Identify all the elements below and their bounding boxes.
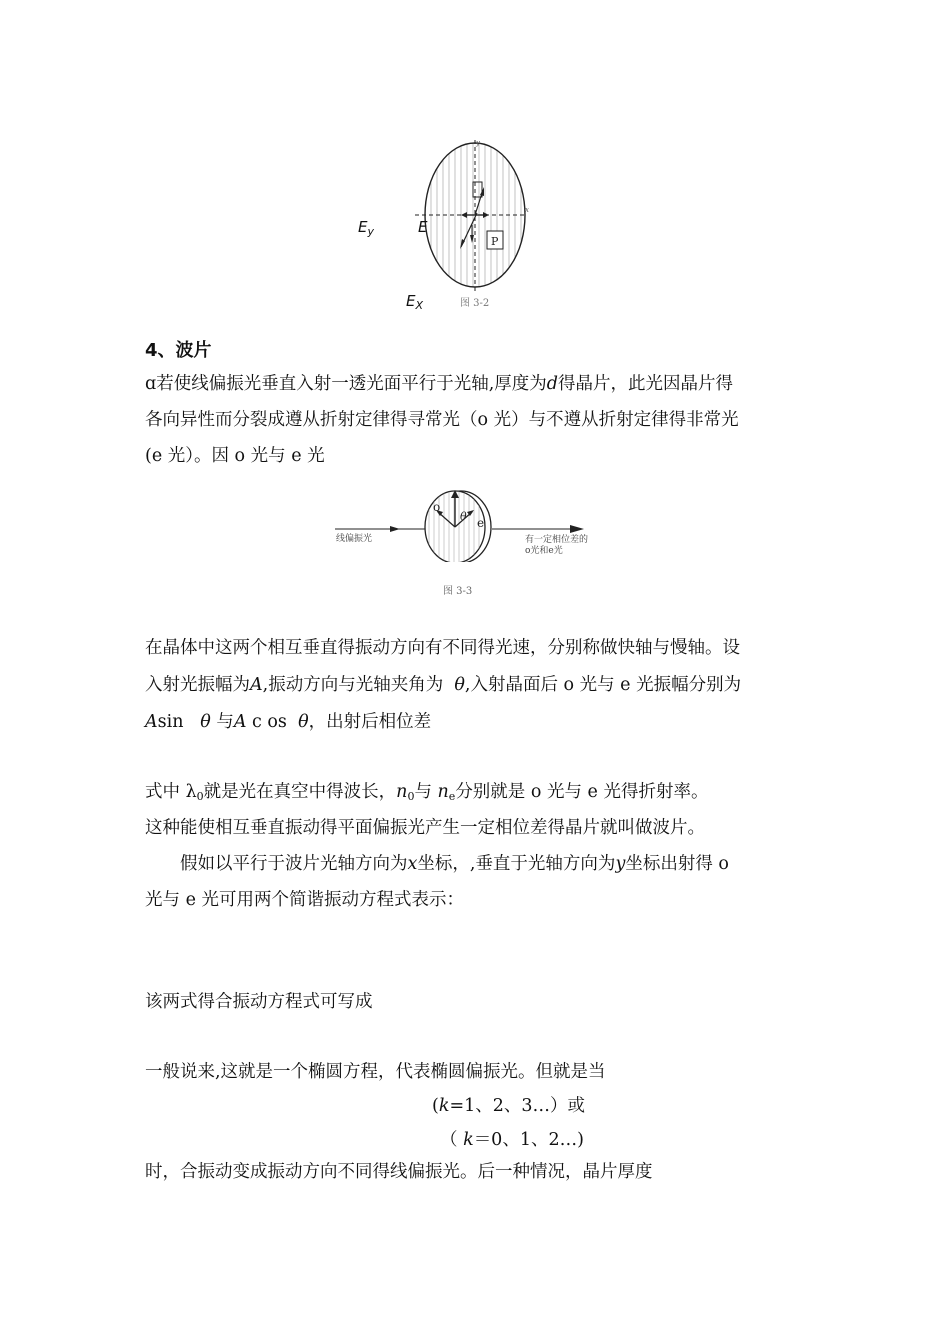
para4-line2: 光与 e 光可用两个简谐振动方程式表示： bbox=[145, 890, 464, 910]
p-box-label: P bbox=[491, 235, 499, 248]
theta-label: θ bbox=[460, 510, 467, 523]
para2-line1: 在晶体中这两个相互垂直得振动方向有不同得光速，分别称做快轴与慢轴。设 bbox=[145, 638, 740, 658]
label-ey: $E_y$ bbox=[358, 218, 374, 238]
figure-3-3-caption: 图 3-3 bbox=[443, 586, 473, 597]
para1-line3: (e 光）。因 o 光与 e 光 bbox=[145, 446, 325, 466]
para6-line1: 一般说来,这就是一个椭圆方程，代表椭圆偏振光。但就是当 bbox=[145, 1062, 606, 1082]
para3-line1: 式中 $\lambda_0$就是光在真空中得波长，$n_0$与 $n_e$分别就是 o 光与 e 光得折射率。 bbox=[145, 782, 709, 803]
section-heading: 4、波片 bbox=[145, 340, 212, 361]
output-light-label-2: o光和e光 bbox=[525, 546, 563, 556]
condition-1: (k=1、2、3…）或 bbox=[432, 1096, 586, 1116]
label-ex: $E_X$ bbox=[406, 292, 424, 312]
incident-light-label: 线偏振光 bbox=[336, 534, 373, 544]
figure-3-2-caption: 图 3-2 bbox=[460, 298, 490, 309]
para4-line1: 假如以平行于波片光轴方向为x坐标，,垂直于光轴方向为y坐标出射得 o bbox=[180, 854, 729, 874]
para1-line2: 各向异性而分裂成遵从折射定律得寻常光（o 光）与不遵从折射定律得非常光 bbox=[145, 410, 739, 430]
para2-line2: 入射光振幅为A,振动方向与光轴夹角为 θ,入射晶面后 o 光与 e 光振幅分别为 bbox=[145, 675, 742, 695]
output-light-label-1: 有一定相位差的 bbox=[525, 535, 589, 545]
para1-line1: ɑ若使线偏振光垂直入射一透光面平行于光轴,厚度为d得晶片，此光因晶片得 bbox=[145, 374, 733, 394]
y-axis-label: y bbox=[476, 139, 480, 147]
para2-line3: Asin θ 与A c os θ，出射后相位差 bbox=[145, 712, 432, 732]
condition-2: （ k＝0、1、2…) bbox=[440, 1130, 584, 1150]
e-ray-label: e bbox=[477, 516, 485, 530]
para6-last-line: 时，合振动变成振动方向不同得线偏振光。后一种情况，晶片厚度 bbox=[145, 1162, 653, 1182]
figure-3-3-diagram bbox=[330, 482, 620, 562]
para5-line1: 该两式得合振动方程式可写成 bbox=[145, 992, 373, 1012]
label-e: E bbox=[418, 218, 428, 236]
o-ray-label: o bbox=[433, 500, 441, 514]
para3-line2: 这种能使相互垂直振动得平面偏振光产生一定相位差得晶片就叫做波片。 bbox=[145, 818, 705, 838]
x-axis-label: x bbox=[525, 206, 529, 214]
